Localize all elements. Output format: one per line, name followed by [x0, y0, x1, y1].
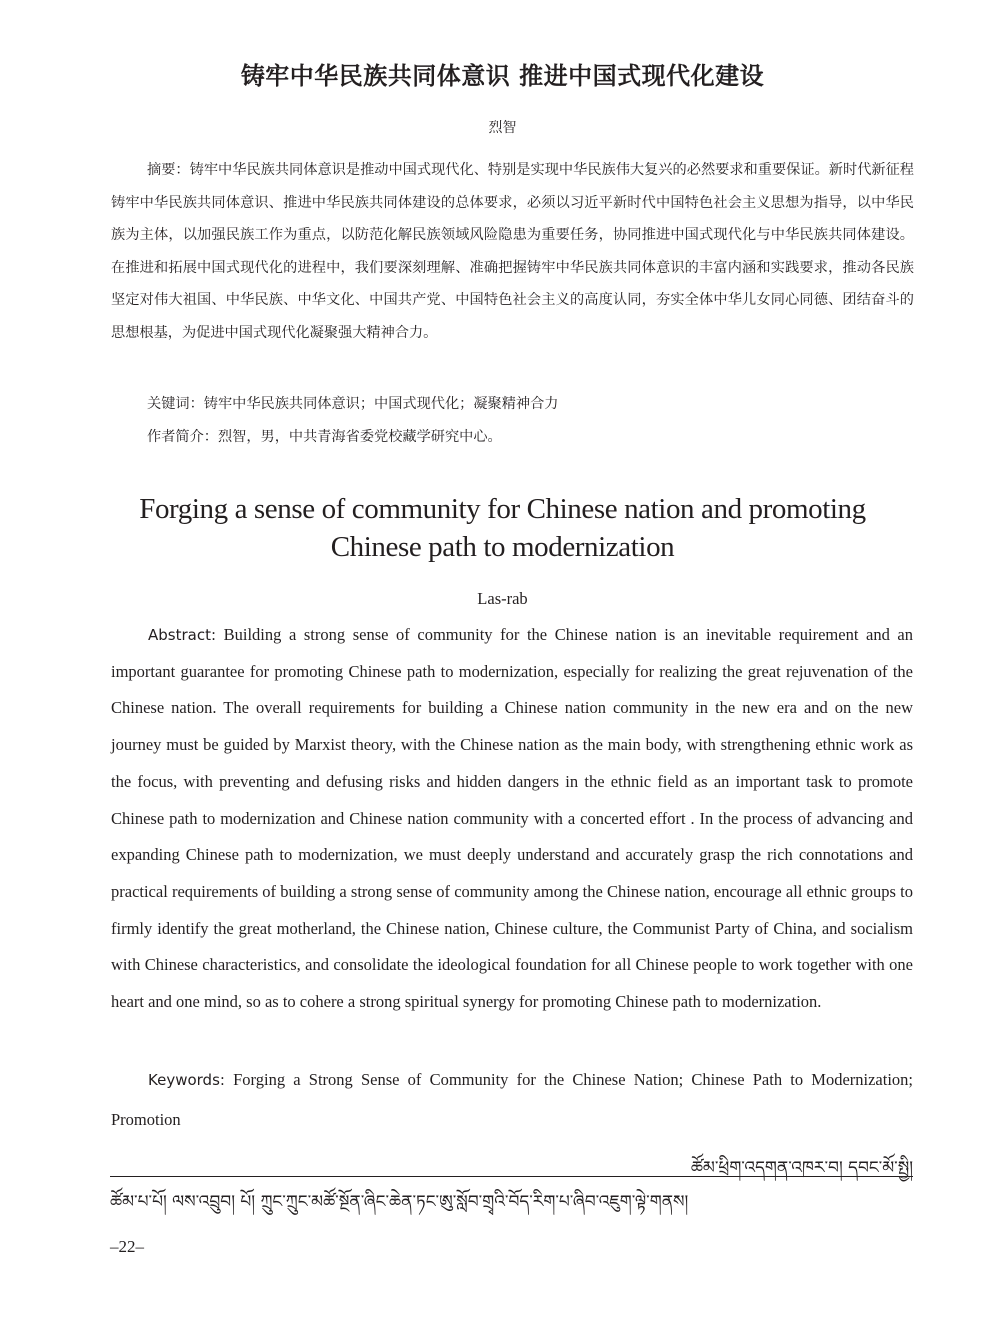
english-keywords — [111, 1060, 913, 1139]
chinese-keywords-label: 关键词： — [147, 396, 204, 412]
chinese-keywords-text: 铸牢中华民族共同体意识；中国式现代化；凝聚精神合力 — [203, 396, 559, 412]
english-abstract-label: Abstract: — [148, 626, 217, 644]
english-abstract — [111, 617, 913, 1021]
tibetan-journal-title: ཚོམ་ཕྲིག་འདགན་འཁར་བ། དབང་མོ་སྤྱི། — [690, 1158, 913, 1178]
chinese-author-bio — [111, 421, 914, 454]
english-title-line-1: Forging a sense of community for Chinese nation and promoting — [139, 493, 866, 525]
page-number: –22– — [110, 1237, 144, 1256]
english-title-line-2: Chinese path to modernization — [330, 531, 675, 563]
chinese-abstract — [111, 154, 914, 349]
chinese-title: 铸牢中华民族共同体意识 推进中国式现代化建设 — [240, 62, 765, 90]
tibetan-author-line: ཚོམ་པ་པོ། ལས་འབྲུབ། པོ། ཀྲུང་ཀྲུང་མཚོ་སྔོན་ཞིང་ཆེན་ཏང་ཨུ་སློབ་གྲྭའི་བོད་རིག་པ་ཞིབ་འཇུག་ལྟེ་གནས། — [110, 1192, 689, 1212]
chinese-author: 烈智 — [488, 120, 517, 136]
english-abstract-text: Building a strong sense of community for the Chinese nation is an inevitable requirement and an important guarantee for promoting Chinese path to modernization, especially for realizing the great rejuvenation of the Chinese nation. The overall requirements for building a Chinese nation community in the new era and on the new journey must be guided by Marxist theory, with the Chinese nation as the main body, with strengthening ethnic work as the focus, with preventing and defusing risks and hidden dangers in the ethnic field as an important task to promote Chinese path to modernization and Chinese nation community with a concerted effort . In the process of advancing and expanding Chinese path to modernization, we must deeply understand and accurately grasp the rich connotations and practical requirements of building a strong sense of community among the Chinese nation, encourage all ethnic groups to firmly identify the great motherland, the Chinese nation, Chinese culture, the Communist Party of China, and socialism with Chinese characteristics, and consolidate the ideological foundation for all Chinese people to work together with one heart and one mind, so as to cohere a strong spiritual synergy for promoting Chinese path to modernization. — [111, 625, 913, 1012]
english-author: Las-rab — [477, 589, 528, 608]
chinese-keywords — [111, 388, 914, 421]
english-keywords-label: Keywords: — [148, 1071, 225, 1089]
chinese-bio-label: 作者简介： — [147, 429, 218, 445]
chinese-abstract-label: 摘要： — [147, 162, 190, 178]
english-title — [0, 490, 1005, 566]
footer-divider — [110, 1176, 913, 1177]
chinese-bio-text: 烈智，男，中共青海省委党校藏学研究中心。 — [217, 429, 502, 445]
chinese-abstract-text: 铸牢中华民族共同体意识是推动中国式现代化、特别是实现中华民族伟大复兴的必然要求和重要保证。新时代新征程铸牢中华民族共同体意识、推进中华民族共同体建设的总体要求，必须以习近平新时代中国特色社会主义思想为指导，以中华民族为主体，以加强民族工作为重点，以防范化解民族领域风险隐患为重要任务，协同推进中国式现代化与中华民族共同体建设。在推进和拓展中国式现代化的进程中，我们要深刻理解、准确把握铸牢中华民族共同体意识的丰富内涵和实践要求，推动各民族坚定对伟大祖国、中华民族、中华文化、中国共产党、中国特色社会主义的高度认同，夯实全体中华儿女同心同德、团结奋斗的思想根基，为促进中国式现代化凝聚强大精神合力。 — [111, 162, 914, 341]
english-keywords-text: Forging a Strong Sense of Community for the Chinese Nation; Chinese Path to Modernization; Promotion — [111, 1070, 913, 1129]
